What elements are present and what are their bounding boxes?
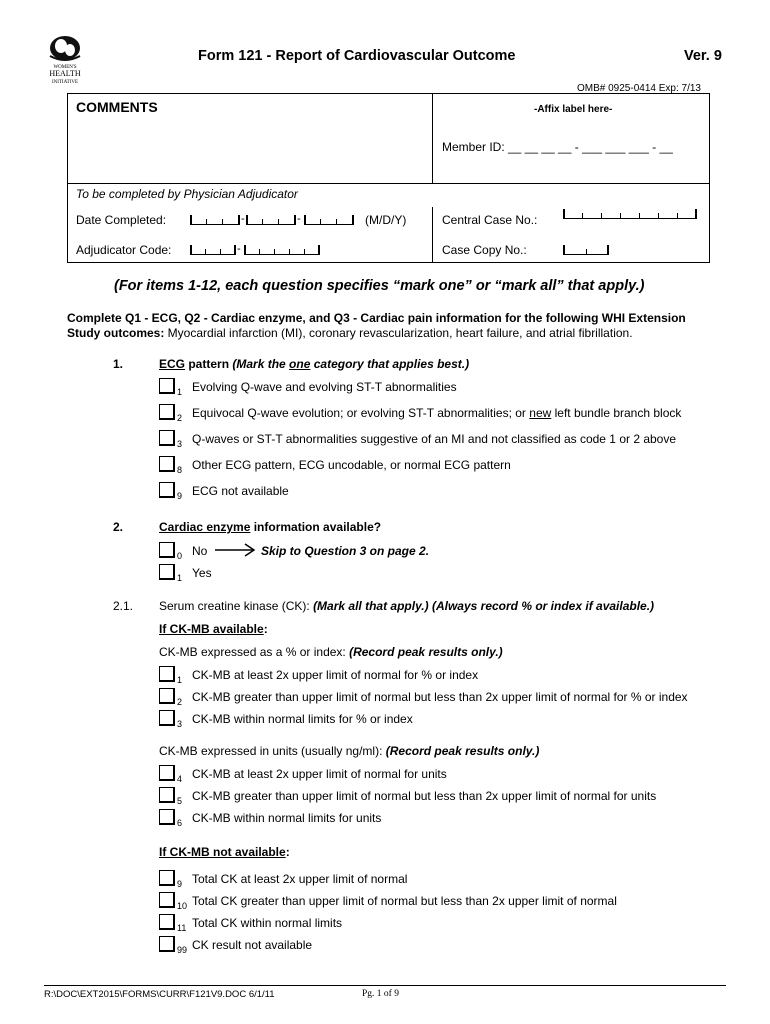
checkbox[interactable] [159, 666, 175, 682]
complete-line-2: Study outcomes: Myocardial infarction (MI), coronary revascularization, heart failure, and atrial fibrillation. [67, 326, 633, 340]
checkbox[interactable] [159, 456, 175, 472]
header-box: COMMENTS -Affix label here- Member ID: __ __ __ __ - ___ ___ ___ - __ To be completed by Physician Adjudicator Date Completed: - - (M/D/Y) Adjudicator Code: - Central Case No.: Case Copy No.: [67, 93, 710, 263]
checkbox[interactable] [159, 870, 175, 886]
date-day-field[interactable] [246, 216, 296, 225]
member-id[interactable]: Member ID: __ __ __ __ - ___ ___ ___ - __ [442, 140, 673, 154]
ckmb-units-label: CK-MB expressed in units (usually ng/ml): (Record peak results only.) [159, 744, 540, 758]
adjudicator-code-label: Adjudicator Code: [76, 243, 172, 257]
q2-number: 2. [113, 520, 124, 534]
ckmb-available-heading: If CK-MB available: [159, 622, 268, 636]
adjudicator-note: To be completed by Physician Adjudicator [76, 187, 298, 201]
q21-number: 2.1. [113, 599, 134, 613]
q2-label: Cardiac enzyme information available? [159, 520, 382, 534]
date-year-field[interactable] [304, 216, 354, 225]
complete-line-1: Complete Q1 - ECG, Q2 - Cardiac enzyme, and Q3 - Cardiac pain information for the following WHI Extension [67, 311, 686, 325]
checkbox[interactable] [159, 914, 175, 930]
checkbox[interactable] [159, 542, 175, 558]
checkbox[interactable] [159, 892, 175, 908]
checkbox[interactable] [159, 936, 175, 952]
whi-logo [44, 34, 86, 90]
q21-label: Serum creatine kinase (CK): (Mark all that apply.) (Always record % or index if available.) [159, 599, 655, 613]
checkbox[interactable] [159, 809, 175, 825]
omb-number: OMB# 0925-0414 Exp: 7/13 [577, 83, 701, 94]
central-case-field[interactable] [563, 210, 697, 219]
footer-page-number: Pg. 1 of 9 [362, 989, 399, 999]
adjudicator-code-field-1[interactable] [190, 246, 236, 255]
checkbox[interactable] [159, 710, 175, 726]
footer-file-path: R:\DOC\EXT2015\FORMS\CURR\F121V9.DOC 6/1/11 [44, 989, 275, 1000]
q2-skip-instruction: Skip to Question 3 on page 2. [261, 544, 430, 558]
case-copy-field[interactable] [563, 246, 609, 255]
checkbox[interactable] [159, 482, 175, 498]
date-completed-label: Date Completed: [76, 213, 167, 227]
whi-logo-icon [44, 34, 86, 90]
q1-label: ECG pattern (Mark the one category that applies best.) [159, 357, 470, 371]
adjudicator-code-field-2[interactable] [244, 246, 320, 255]
checkbox[interactable] [159, 765, 175, 781]
footer-divider [44, 985, 726, 986]
ckmb-pct-label: CK-MB expressed as a % or index: (Record peak results only.) [159, 645, 503, 659]
case-copy-label: Case Copy No.: [442, 243, 527, 257]
svg-text:HEALTH: HEALTH [49, 69, 81, 78]
checkbox[interactable] [159, 378, 175, 394]
form-title: Form 121 - Report of Cardiovascular Outcome [198, 48, 516, 64]
ckmb-not-available-heading: If CK-MB not available: [159, 845, 290, 859]
checkbox[interactable] [159, 404, 175, 420]
checkbox[interactable] [159, 564, 175, 580]
date-month-field[interactable] [190, 216, 240, 225]
form-version: Ver. 9 [684, 48, 722, 64]
checkbox[interactable] [159, 430, 175, 446]
checkbox[interactable] [159, 787, 175, 803]
comments-label: COMMENTS [76, 99, 158, 115]
central-case-label: Central Case No.: [442, 213, 538, 227]
checkbox[interactable] [159, 688, 175, 704]
affix-label: -Affix label here- [534, 104, 613, 115]
arrow-right-icon [215, 543, 257, 557]
date-format-label: (M/D/Y) [365, 213, 407, 227]
instructions: (For items 1-12, each question specifies “mark one” or “mark all” that apply.) [114, 278, 645, 294]
q1-number: 1. [113, 357, 124, 371]
svg-text:WOMEN'S: WOMEN'S [53, 65, 77, 70]
svg-text:INITIATIVE: INITIATIVE [51, 80, 79, 85]
